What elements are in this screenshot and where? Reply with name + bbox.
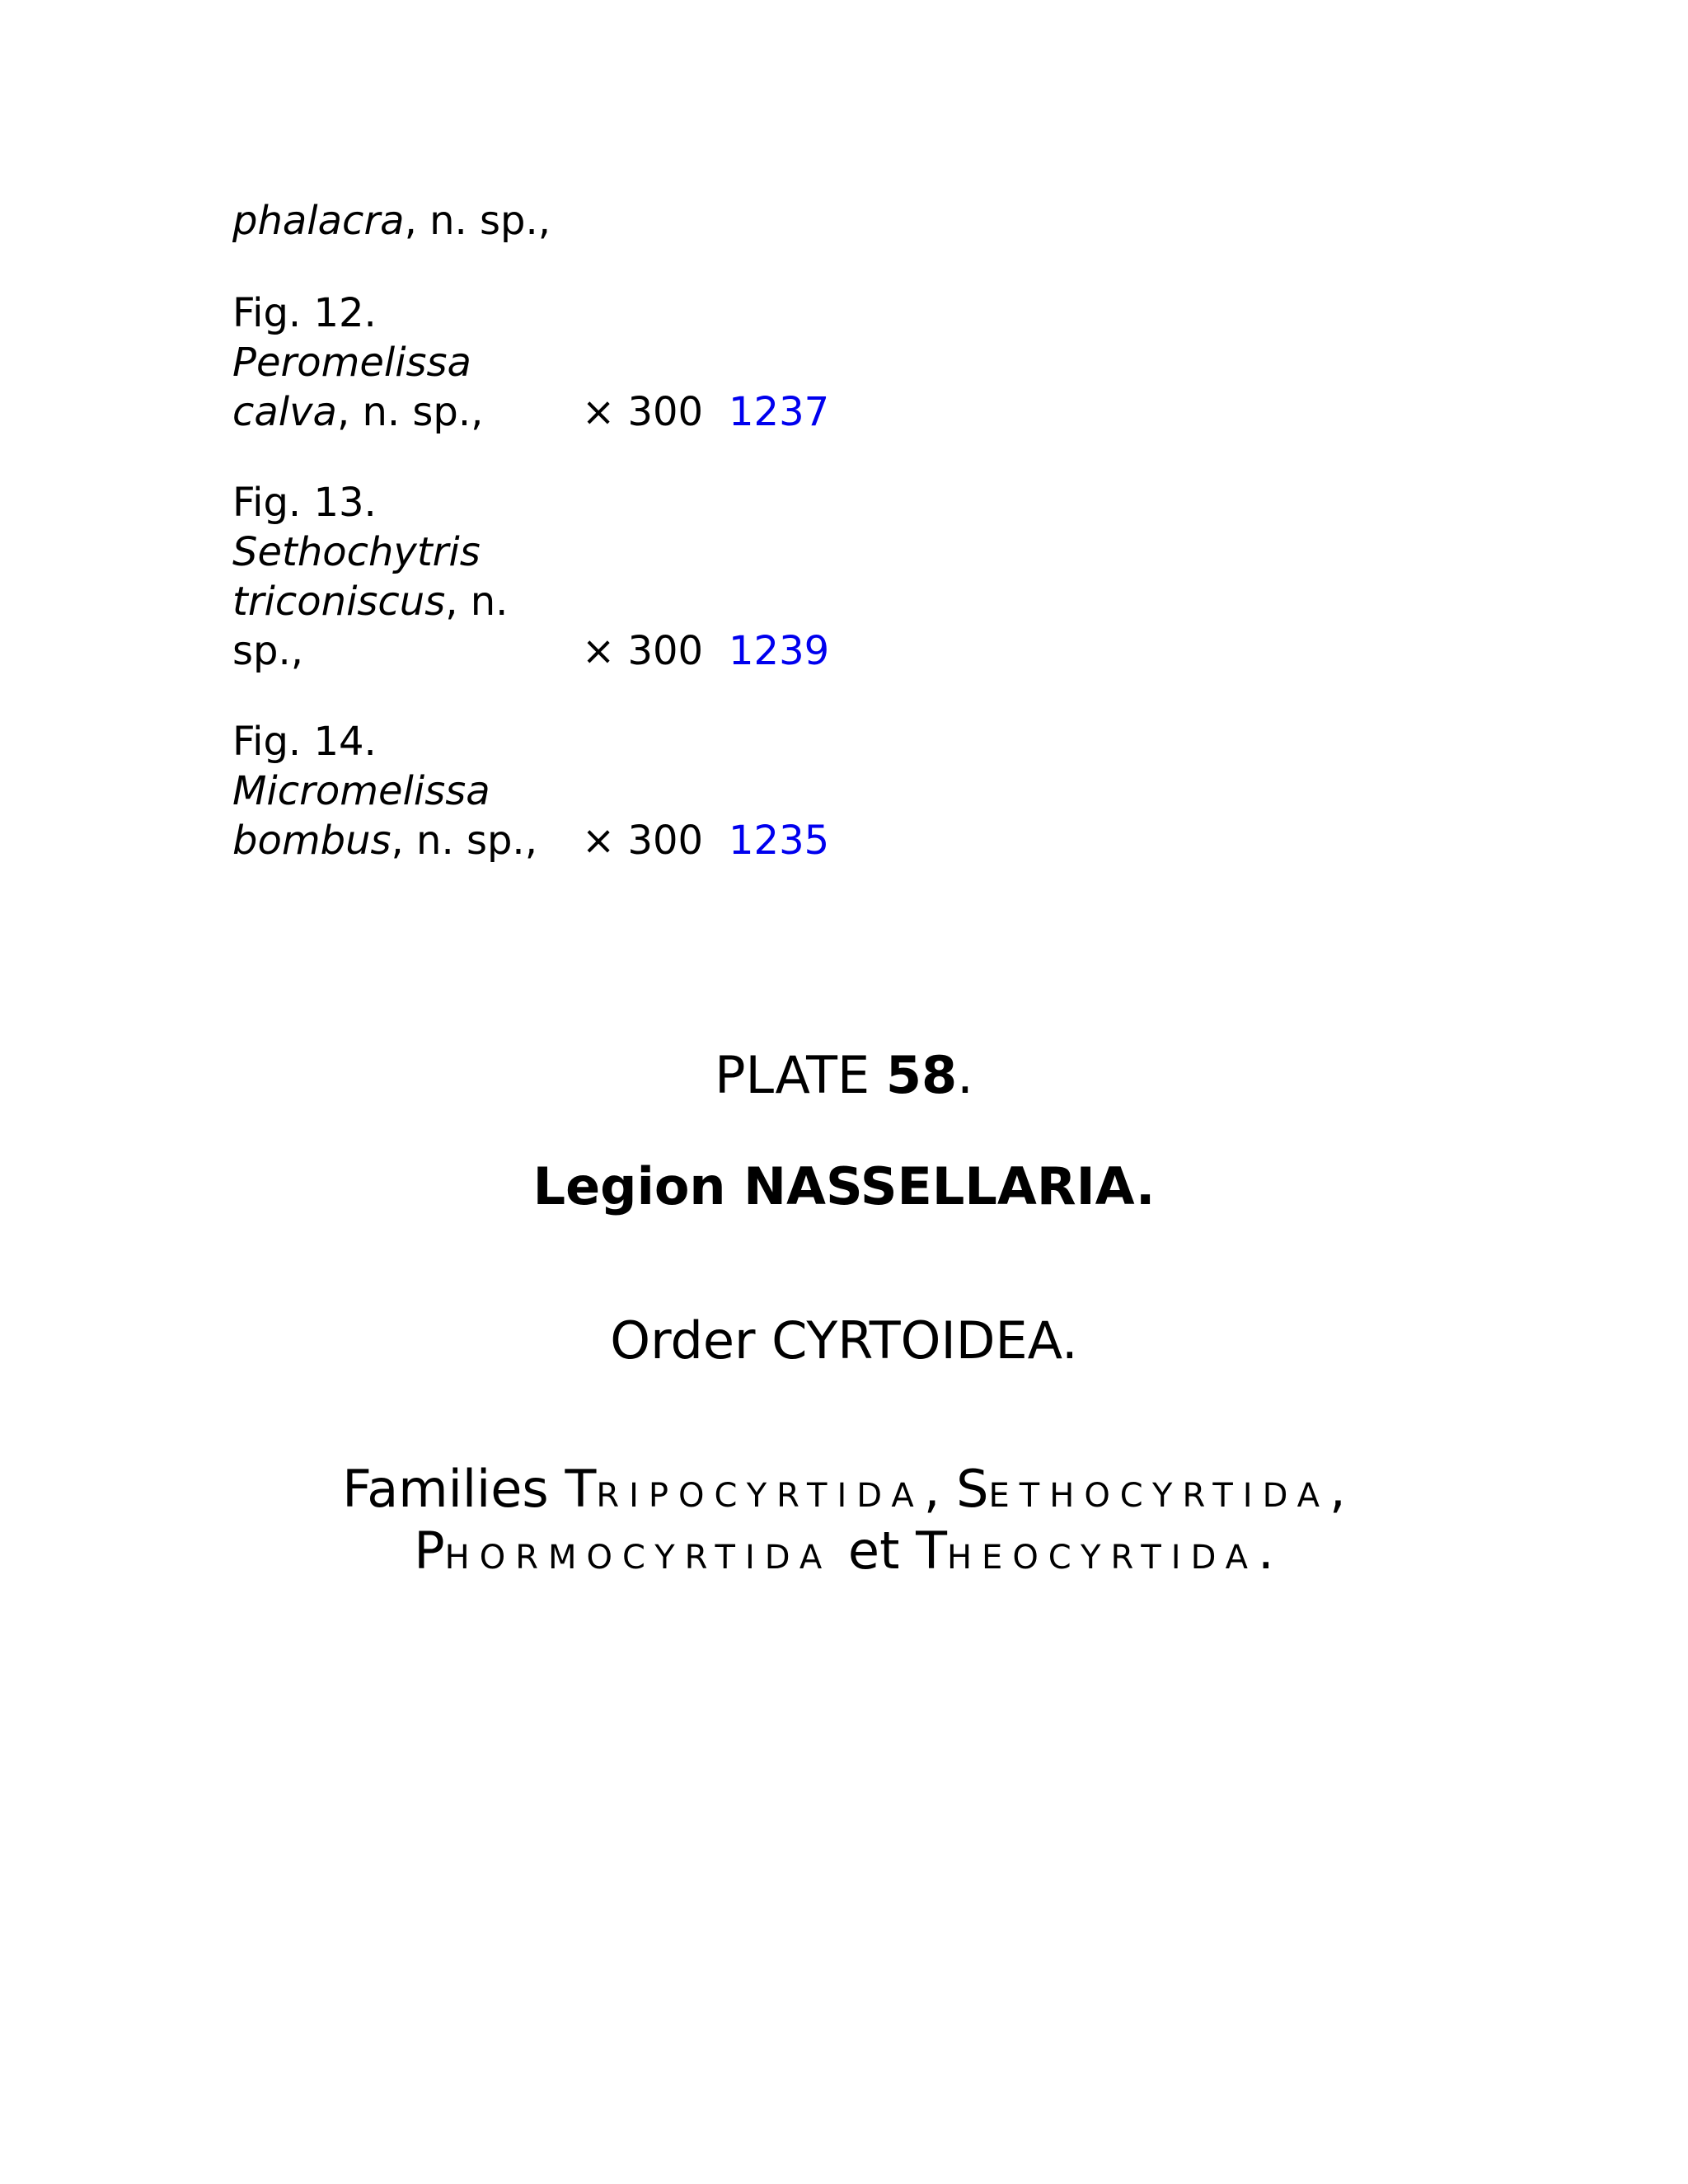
plate-heading: PLATE 58.: [715, 1045, 973, 1105]
legion-heading: Legion NASSELLARIA.: [532, 1156, 1156, 1216]
species-line-13: [232, 577, 508, 626]
species-suffix: , n. sp.,: [404, 198, 551, 244]
species-suffix: , n. sp.,: [391, 818, 537, 864]
species-suffix: , n. sp.,: [336, 389, 484, 435]
family-tripocyrtida: TRIPOCYRTIDA,: [565, 1459, 957, 1519]
figure-label-13: Fig. 13.: [232, 480, 377, 526]
families-line-1: Families TRIPOCYRTIDA, SETHOCYRTIDA,: [342, 1459, 1346, 1519]
figure-label-12: Fig. 12.: [232, 290, 377, 336]
figure-label-14: Fig. 14.: [232, 719, 377, 765]
plate-number: 58: [885, 1045, 958, 1105]
species-line-14: [232, 816, 537, 865]
magnification-13: × 300: [582, 628, 704, 674]
order-heading: Order CYRTOIDEA.: [610, 1310, 1078, 1371]
species-line-12: [232, 387, 483, 437]
family-sethocyrtida: SETHOCYRTIDA,: [956, 1459, 1346, 1519]
genus-name-13: Sethochytris: [232, 529, 481, 575]
page-link-1237[interactable]: 1237: [729, 389, 830, 435]
magnification-14: × 300: [582, 818, 704, 864]
page-link-1235[interactable]: 1235: [729, 818, 830, 864]
entry-line-phalacra: [232, 196, 551, 246]
species-name: phalacra: [232, 198, 405, 244]
magnification-12: × 300: [582, 389, 704, 435]
families-line-2: [0, 1521, 1688, 1588]
family-phormocyrtida: PHORMOCYRTIDA et: [414, 1521, 917, 1581]
species-name: calva: [232, 389, 337, 435]
genus-name-12: Peromelissa: [232, 340, 471, 386]
genus-name-14: Micromelissa: [232, 768, 490, 814]
species-tail-13: sp.,: [232, 628, 303, 674]
species-name: bombus: [232, 818, 392, 864]
family-theocyrtida: THEOCYRTIDA.: [916, 1521, 1274, 1581]
page-link-1239[interactable]: 1239: [729, 628, 830, 674]
species-name: triconiscus: [232, 579, 446, 625]
species-suffix: , n.: [445, 579, 509, 625]
